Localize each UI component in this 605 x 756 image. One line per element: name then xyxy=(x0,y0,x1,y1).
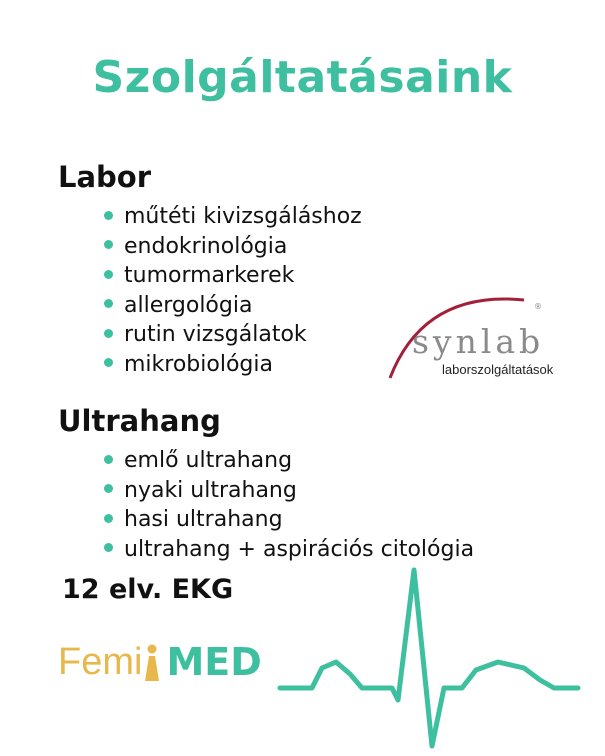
bullet-icon xyxy=(104,543,113,552)
list-item-label: rutin vizsgálatok xyxy=(124,322,307,347)
labor-list xyxy=(104,202,362,379)
list-item-label: műtéti kivizsgáláshoz xyxy=(124,204,362,229)
ultrahang-heading: Ultrahang xyxy=(58,404,221,438)
synlab-subtitle: laborszolgáltatások xyxy=(442,362,554,377)
list-item-label: nyaki ultrahang xyxy=(124,477,297,503)
list-item xyxy=(104,320,362,350)
femimed-logo-femi: Femi xyxy=(58,641,143,683)
femimed-logo xyxy=(58,640,262,690)
list-item xyxy=(104,232,362,262)
list-item-label: endokrinológia xyxy=(124,233,288,259)
list-item xyxy=(104,291,362,321)
ultrahang-list xyxy=(104,446,474,564)
list-item-label: emlő ultrahang xyxy=(124,448,293,473)
list-item-label: tumormarkerek xyxy=(124,263,295,288)
bullet-icon xyxy=(104,211,113,220)
ekg-label: 12 elv. EKG xyxy=(62,574,234,605)
list-item xyxy=(104,476,474,506)
list-item xyxy=(104,202,362,232)
bullet-icon xyxy=(104,358,113,367)
bullet-icon xyxy=(104,455,113,464)
list-item xyxy=(104,350,362,380)
synlab-wordmark: synlab xyxy=(412,322,545,361)
list-item-label: ultrahang + aspirációs citológia xyxy=(124,536,475,562)
bullet-icon xyxy=(104,240,113,249)
list-item xyxy=(104,261,362,291)
bullet-icon xyxy=(104,329,113,338)
list-item-label: hasi ultrahang xyxy=(124,507,283,532)
list-item-label: mikrobiológia xyxy=(124,351,273,377)
list-item-label: allergológia xyxy=(124,292,253,318)
page-title: Szolgáltatásaink xyxy=(92,52,513,103)
list-item xyxy=(104,446,474,476)
synlab-registered-mark: ® xyxy=(534,302,542,311)
list-item xyxy=(104,505,474,535)
femimed-logo-med: MED xyxy=(166,640,262,684)
bullet-icon xyxy=(104,270,113,279)
bullet-icon xyxy=(104,299,113,308)
bullet-icon xyxy=(104,514,113,523)
femimed-figure-icon xyxy=(144,644,160,684)
labor-heading: Labor xyxy=(58,160,152,194)
bullet-icon xyxy=(104,484,113,493)
synlab-logo xyxy=(384,286,564,386)
